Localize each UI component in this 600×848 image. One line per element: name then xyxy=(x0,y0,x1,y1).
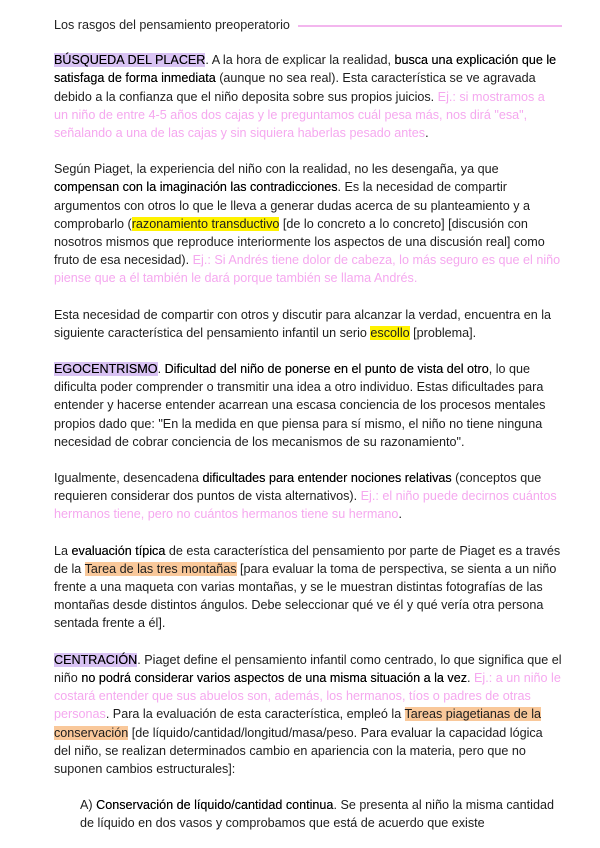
highlight-tres-montanas: Tarea de las tres montañas xyxy=(84,561,237,576)
text: . Es la necesidad de compartir argumentos con otros lo que le lleva a generar dudas acerca de su planteamiento y a comprobarlo ( xyxy=(54,180,531,231)
highlight-conservacion: Tareas piagetianas de la conservación xyxy=(54,707,542,740)
text: (conceptos que requieren considerar dos puntos de vista alternativos). xyxy=(54,471,542,504)
paragraph-nociones-relativas xyxy=(54,469,562,524)
text: . xyxy=(425,126,429,141)
highlight-razonamiento: razonamiento transductivo xyxy=(131,216,280,231)
text: [para evaluar la toma de perspectiva, se sienta a un niño frente a una maqueta con varias montañas, y se le muestran distintas fotografías de las montañas desde distintos ángulos. Debe seleccionar qué ve él y qué vería otra persona sentada frente a él]. xyxy=(54,561,557,631)
paragraph-centracion xyxy=(54,651,562,778)
text: . xyxy=(467,670,475,685)
highlight-escollo: escollo xyxy=(370,325,410,340)
header-rule xyxy=(298,25,562,27)
key-phrase: Conservación de líquido/cantidad continua xyxy=(96,798,334,813)
text: [de líquido/cantidad/longitud/masa/peso. Para evaluar la capacidad lógica del niño, se realizan determinados cambio en apariencia con la materia, pero que no suponen cambios estructurales]: xyxy=(54,725,543,776)
list-marker: A) xyxy=(80,798,97,813)
key-phrase: evaluación típica xyxy=(71,543,166,558)
list-item-conservacion-liquido xyxy=(54,796,562,832)
text: [de lo concreto a lo concreto] [discusión con nosotros mismos que reproduce interiormente los aspectos de una discusión real] como fruto de esa necesidad). xyxy=(54,216,545,268)
term-highlight: EGOCENTRISMO xyxy=(54,362,158,377)
key-phrase: Dificultad del niño de ponerse en el punto de vista del otro xyxy=(164,362,489,377)
key-phrase: no podrá considerar varios aspectos de una misma situación a la vez xyxy=(81,670,468,685)
text: Esta necesidad de compartir con otros y discutir para alcanzar la verdad, encuentra en la siguiente característica del pensamiento infantil un serio xyxy=(54,307,552,340)
text: . A la hora de explicar la realidad, xyxy=(205,53,395,68)
key-phrase: compensan con la imaginación las contradicciones xyxy=(54,180,338,195)
page-header xyxy=(54,16,562,34)
text: . Se presenta al niño la misma cantidad de líquido en dos vasos y comprobamos que está de acuerdo que existe xyxy=(80,798,554,831)
page-title: Los rasgos del pensamiento preoperatorio xyxy=(54,18,290,32)
paragraph-busqueda-placer xyxy=(54,51,562,142)
text: . xyxy=(157,362,165,377)
text: . xyxy=(398,507,402,522)
text: Según Piaget, la experiencia del niño con la realidad, no les desengaña, ya que xyxy=(54,162,499,177)
text: de esta característica del pensamiento por parte de Piaget es a través de la xyxy=(54,543,561,576)
term-highlight: BÚSQUEDA DEL PLACER xyxy=(54,53,206,68)
paragraph-egocentrismo xyxy=(54,360,562,451)
text: (aunque no sea real). Esta característica se ve agravada debido a la confianza que el niño deposita sobre sus propios juicios. xyxy=(54,71,536,104)
key-phrase: dificultades para entender nociones relativas xyxy=(202,471,452,486)
example-text: Ej.: Si Andrés tiene dolor de cabeza, lo más seguro es que el niño piense que a él también le dará porque también se llama Andrés. xyxy=(54,253,561,286)
example-text: Ej.: a un niño le costará entender que sus abuelos son, además, los hermanos, tíos o padres de otras personas xyxy=(54,670,561,722)
paragraph-escollo xyxy=(54,306,562,342)
text: [problema]. xyxy=(409,325,477,340)
key-phrase: busca una explicación que le satisfaga de forma inmediata xyxy=(54,53,557,86)
paragraph-evaluacion xyxy=(54,542,562,633)
text: . Para la evaluación de esta característica, empleó la xyxy=(105,707,405,722)
text: , lo que dificulta poder comprender o transmitir una idea a otro individuo. Estas dificultades para entender y hacerse entender acarrean una escasa conciencia de los procesos mentales propios dado que: "En la medida en que piensa para sí mismo, el niño no tiene ninguna necesidad de cobrar conciencia de los mecanismos de su razonamiento". xyxy=(54,362,546,449)
paragraph-piaget-experiencia xyxy=(54,160,562,287)
text: Igualmente, desencadena xyxy=(54,471,203,486)
example-text: Ej.: el niño puede decirnos cuántos hermanos tiene, pero no cuántos hermanos tiene su hermano xyxy=(54,489,557,522)
example-text: Ej.: si mostramos a un niño de entre 4-5 años dos cajas y le preguntamos cuál pesa más, nos dirá "esa", señalando a una de las cajas y sin siquiera haberlas pesado antes xyxy=(54,89,545,141)
text: . Piaget define el pensamiento infantil como centrado, lo que significa que el niño xyxy=(54,652,562,685)
term-highlight: CENTRACIÓN xyxy=(54,652,138,667)
text: La xyxy=(54,543,72,558)
